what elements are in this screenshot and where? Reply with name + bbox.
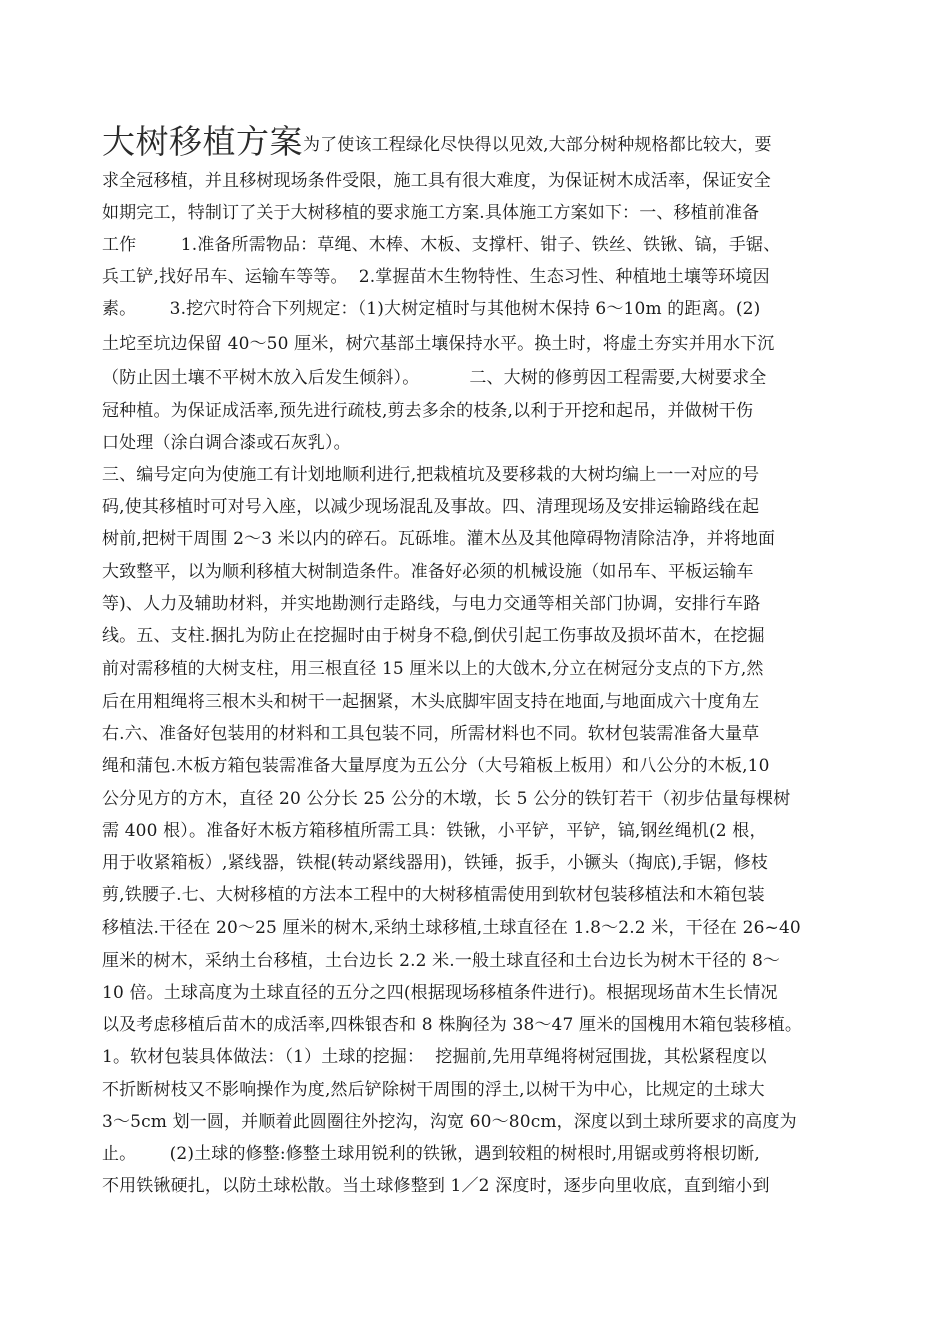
document-line: 口处理（涂白调合漆或石灰乳）。 xyxy=(102,433,351,453)
document-line xyxy=(102,122,772,161)
document-line: 工作 1.准备所需物品：草绳、木棒、木板、支撑杆、钳子、铁丝、铁锹、镐，手锯、 xyxy=(102,235,781,255)
document-line: 绳和蒲包.木板方箱包装需准备大量厚度为五公分（大号箱板上板用）和八公分的木板,10 xyxy=(102,756,770,776)
document-line: 前对需移植的大树支柱，用三根直径 15 厘米以上的大戗木,分立在树冠分支点的下方,然 xyxy=(102,659,764,679)
document-line: 1。软材包装具体做法：（1）土球的挖掘： 挖掘前,先用草绳将树冠围拢，其松紧程度以 xyxy=(102,1047,767,1067)
document-line: 不用铁锹硬扎，以防土球松散。当土球修整到 1／2 深度时，逐步向里收底，直到缩小到 xyxy=(102,1176,770,1196)
document-line: 移植法.干径在 20～25 厘米的树木,采纳土球移植,土球直径在 1.8～2.2 米，干径在 26~40 xyxy=(102,918,801,938)
document-line: 如期完工，特制订了关于大树移植的要求施工方案.具体施工方案如下：一、移植前准备 xyxy=(102,203,760,223)
document-line: 大致整平，以为顺利移植大树制造条件。准备好必须的机械设施（如吊车、平板运输车 xyxy=(102,562,754,582)
document-line: 3～5cm 划一圆，并顺着此圆圈往外挖沟，沟宽 60～80cm，深度以到土球所要求的高度为 xyxy=(102,1112,797,1132)
document-line: 需 400 根）。准备好木板方箱移植所需工具：铁锹，小平铲，平铲，镐,钢丝绳机(2 根， xyxy=(102,821,767,841)
document-line: 线。五、支柱.捆扎为防止在挖掘时由于树身不稳,倒伏引起工伤事故及损坏苗木，在挖掘 xyxy=(102,626,765,646)
document-line: 用于收紧箱板）,紧线器，铁棍(转动紧线器用)，铁锤，扳手，小镢头（掏底),手锯，修枝 xyxy=(102,853,769,873)
document-line: 土坨至坑边保留 40～50 厘米，树穴基部土壤保持水平。换土时，将虚土夯实并用水下沉 xyxy=(102,334,775,354)
document-line: 不折断树枝又不影响操作为度,然后铲除树干周围的浮土,以树干为中心，比规定的土球大 xyxy=(102,1080,765,1100)
document-line: 公分见方的方木，直径 20 公分长 25 公分的木墩，长 5 公分的铁钉若干（初步估量每棵树 xyxy=(102,789,791,809)
document-line: 冠种植。为保证成活率,预先进行疏枝,剪去多余的枝条,以利于开挖和起吊，并做树干伤 xyxy=(102,401,754,421)
document-line: 10 倍。土球高度为土球直径的五分之四(根据现场移植条件进行)。根据现场苗木生长情况 xyxy=(102,983,778,1003)
document-line: 求全冠移植，并且移树现场条件受限，施工具有很大难度，为保证树木成活率，保证安全 xyxy=(102,171,771,191)
document-line: 以及考虑移植后苗木的成活率,四株银杏和 8 株胸径为 38～47 厘米的国槐用木箱包装移植。 xyxy=(102,1015,802,1035)
document-line: 止。 (2)土球的修整:修整土球用锐利的铁锹，遇到较粗的树根时,用锯或剪将根切断, xyxy=(102,1144,760,1164)
document-line: （防止因土壤不平树木放入后发生倾斜）。 二、大树的修剪因工程需要,大树要求全 xyxy=(102,368,767,388)
document-line: 厘米的树木，采纳土台移植，土台边长 2.2 米.一般土球直径和土台边长为树木干径的 8～ xyxy=(102,951,781,971)
document-line: 素。 3.挖穴时符合下列规定：（1)大树定植时与其他树木保持 6～10m 的距离。(2) xyxy=(102,299,761,319)
document-title: 大树移植方案 xyxy=(102,122,303,161)
document-line: 剪,铁腰子.七、大树移植的方法本工程中的大树移植需使用到软材包装移植法和木箱包装 xyxy=(102,885,765,905)
document-line: 后在用粗绳将三根木头和树干一起捆紧，木头底脚牢固支持在地面,与地面成六十度角左 xyxy=(102,692,760,712)
document-line: 三、编号定向为使施工有计划地顺利进行,把栽植坑及要移栽的大树均编上一一对应的号 xyxy=(102,465,760,485)
document-line: 兵工铲,找好吊车、运输车等等。 2.掌握苗木生物特性、生态习性、种植地土壤等环境因 xyxy=(102,267,770,287)
document-line: 等)、人力及辅助材料，并实地勘测行走路线，与电力交通等相关部门协调，安排行车路 xyxy=(102,594,761,614)
first-line-text: 为了使该工程绿化尽快得以见效,大部分树种规格都比较大，要 xyxy=(303,135,772,155)
document-line: 右.六、准备好包装用的材料和工具包装不同，所需材料也不同。软材包装需准备大量草 xyxy=(102,724,760,744)
document-line: 码,使其移植时可对号入座，以减少现场混乱及事故。四、清理现场及安排运输路线在起 xyxy=(102,497,760,517)
document-line: 树前,把树干周围 2～3 米以内的碎石。瓦砾堆。灌木丛及其他障碍物清除洁净，并将地面 xyxy=(102,529,776,549)
